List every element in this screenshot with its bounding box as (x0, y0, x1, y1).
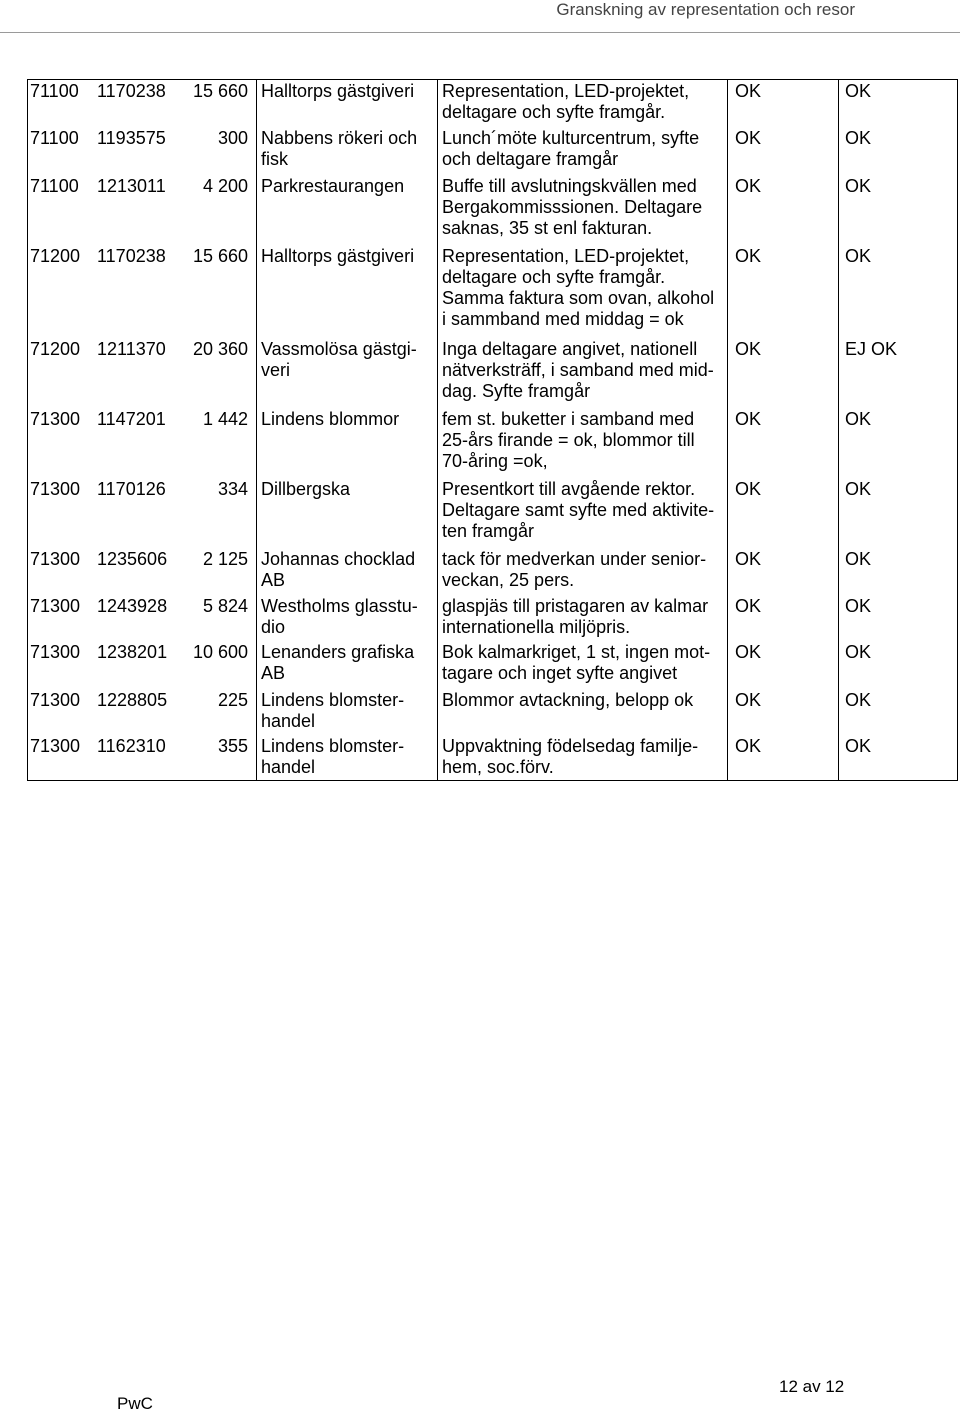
supplier-cell: Lindens blomster- handel (261, 690, 405, 731)
voucher-cell: 1238201 (97, 642, 168, 662)
account-cell: 71100 (30, 81, 79, 101)
check-1-cell: OK (735, 339, 762, 359)
supplier-cell: Lindens blomster- handel (261, 736, 405, 777)
amount-cell: 334 (217, 479, 248, 499)
check-1-cell: OK (735, 81, 762, 101)
supplier-cell: Johannas chocklad AB (261, 549, 416, 590)
amount-cell: 2 125 (202, 549, 248, 569)
amount-cell: 225 (217, 690, 248, 710)
voucher-cell: 1170238 (97, 246, 166, 266)
check-2-cell: OK (845, 549, 872, 569)
voucher-cell: 1193575 (97, 128, 166, 148)
description-cell: Representation, LED-projektet, deltagare och syfte framgår. (442, 81, 690, 122)
description-cell: Inga deltagare angivet, nationell nätverksträff, i samband med mid- dag. Syfte framgår (442, 339, 714, 401)
amount-cell: 4 200 (202, 176, 248, 196)
check-2-cell: OK (845, 596, 872, 616)
check-1-cell: OK (735, 176, 762, 196)
supplier-cell: Halltorps gästgiveri (261, 81, 415, 101)
supplier-cell: Nabbens rökeri och fisk (261, 128, 418, 169)
check-2-cell: OK (845, 690, 872, 710)
voucher-cell: 1213011 (97, 176, 166, 196)
description-cell: tack för medverkan under senior- veckan, 25 pers. (442, 549, 707, 590)
table-row (28, 689, 957, 735)
check-2-cell: OK (845, 642, 872, 662)
check-2-cell: OK (845, 246, 872, 266)
check-2-cell: OK (845, 736, 872, 756)
description-cell: Buffe till avslutningskvällen med Bergakommisssionen. Deltagare saknas, 35 st enl fakturan. (442, 176, 703, 238)
description-cell: glaspjäs till pristagaren av kalmar internationella miljöpris. (442, 596, 709, 637)
page-header-title: Granskning av representation och resor (556, 0, 855, 19)
check-2-cell: OK (845, 176, 872, 196)
table-row (28, 175, 957, 245)
footer-company: PwC (117, 1394, 153, 1413)
voucher-cell: 1170238 (97, 81, 166, 101)
check-1-cell: OK (735, 246, 762, 266)
table-row (28, 735, 957, 780)
supplier-cell: Lindens blommor (261, 409, 400, 429)
account-cell: 71200 (30, 246, 81, 266)
amount-cell: 355 (217, 736, 248, 756)
expense-table (27, 79, 958, 781)
account-cell: 71100 (30, 176, 79, 196)
check-1-cell: OK (735, 409, 762, 429)
check-1-cell: OK (735, 128, 762, 148)
voucher-cell: 1211370 (97, 339, 166, 359)
table-body (28, 80, 957, 780)
supplier-cell: Dillbergska (261, 479, 351, 499)
check-2-cell: OK (845, 479, 872, 499)
description-cell: Bok kalmarkriget, 1 st, ingen mot- tagare och inget syfte angivet (442, 642, 711, 683)
account-cell: 71100 (30, 128, 79, 148)
voucher-cell: 1235606 (97, 549, 168, 569)
check-1-cell: OK (735, 549, 762, 569)
table-row (28, 80, 957, 127)
table-row (28, 548, 957, 595)
check-2-cell: OK (845, 81, 872, 101)
table-row (28, 245, 957, 338)
description-cell: Blommor avtackning, belopp ok (442, 690, 694, 710)
account-cell: 71200 (30, 339, 81, 359)
check-2-cell: OK (845, 409, 872, 429)
account-cell: 71300 (30, 642, 81, 662)
supplier-cell: Parkrestaurangen (261, 176, 405, 196)
page-number: 12 av 12 (779, 1377, 845, 1396)
supplier-cell: Halltorps gästgiveri (261, 246, 415, 266)
description-cell: Lunch´möte kulturcentrum, syfte och deltagare framgår (442, 128, 700, 169)
description-cell: Presentkort till avgående rektor. Deltagare samt syfte med aktivite- ten framgår (442, 479, 715, 541)
supplier-cell: Westholms glasstu- dio (261, 596, 418, 637)
account-cell: 71300 (30, 690, 81, 710)
voucher-cell: 1170126 (97, 479, 166, 499)
amount-cell: 10 600 (192, 642, 248, 662)
amount-cell: 15 660 (192, 246, 248, 266)
table-row (28, 127, 957, 175)
amount-cell: 5 824 (202, 596, 248, 616)
amount-cell: 15 660 (192, 81, 248, 101)
amount-cell: 300 (217, 128, 248, 148)
account-cell: 71300 (30, 549, 81, 569)
description-cell: Representation, LED-projektet, deltagare och syfte framgår. Samma faktura som ovan, alkohol i sammband med middag = ok (442, 246, 715, 329)
voucher-cell: 1147201 (97, 409, 166, 429)
description-cell: Uppvaktning födelsedag familje- hem, soc.förv. (442, 736, 699, 777)
supplier-cell: Lenanders grafiska AB (261, 642, 415, 683)
description-cell: fem st. buketter i samband med 25-års firande = ok, blommor till 70-åring =ok, (442, 409, 695, 471)
table-row (28, 478, 957, 548)
table-row (28, 641, 957, 689)
amount-cell: 20 360 (192, 339, 248, 359)
check-2-cell: EJ OK (845, 339, 898, 359)
voucher-cell: 1228805 (97, 690, 168, 710)
account-cell: 71300 (30, 409, 81, 429)
voucher-cell: 1162310 (97, 736, 166, 756)
check-1-cell: OK (735, 479, 762, 499)
account-cell: 71300 (30, 596, 81, 616)
check-1-cell: OK (735, 736, 762, 756)
table-row (28, 595, 957, 641)
table-row (28, 408, 957, 478)
account-cell: 71300 (30, 736, 81, 756)
amount-cell: 1 442 (202, 409, 248, 429)
check-1-cell: OK (735, 596, 762, 616)
check-1-cell: OK (735, 642, 762, 662)
table-row (28, 338, 957, 408)
supplier-cell: Vassmolösa gästgi- veri (261, 339, 417, 380)
check-2-cell: OK (845, 128, 872, 148)
check-1-cell: OK (735, 690, 762, 710)
account-cell: 71300 (30, 479, 81, 499)
header-rule (0, 32, 960, 33)
voucher-cell: 1243928 (97, 596, 168, 616)
